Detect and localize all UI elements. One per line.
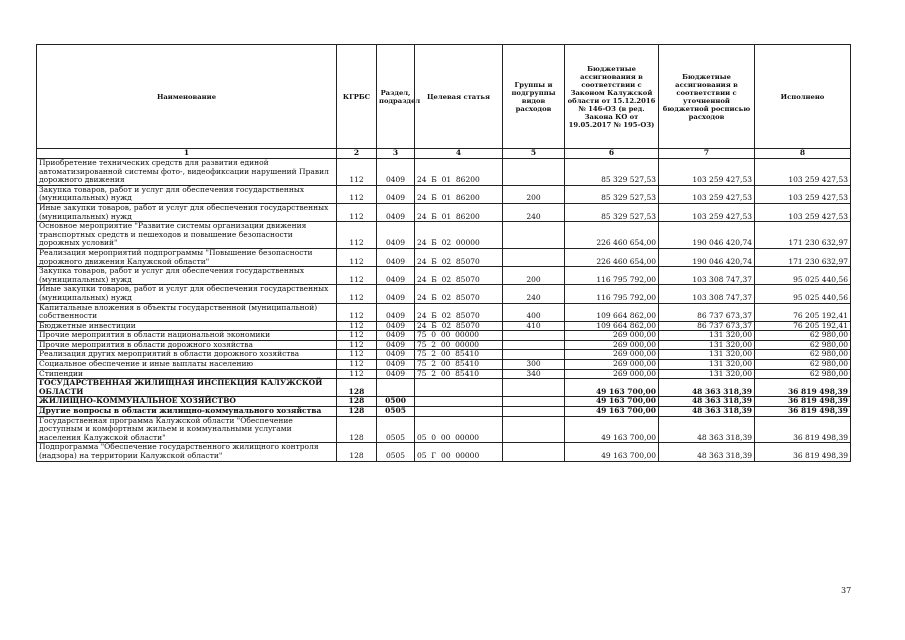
row-name: Реализация других мероприятий в области дорожного хозяйства	[37, 350, 337, 360]
row-name: Стипендии	[37, 369, 337, 379]
row-budget-refined: 131 320,00	[659, 360, 755, 370]
row-budget-refined: 131 320,00	[659, 369, 755, 379]
row-budget-law: 269 000,00	[565, 369, 659, 379]
row-executed: 103 259 427,53	[755, 159, 851, 186]
row-name: Бюджетные инвестиции	[37, 321, 337, 331]
table-row	[37, 285, 851, 303]
table-row	[37, 248, 851, 266]
row-executed: 36 819 498,39	[755, 397, 851, 407]
row-name: Иные закупки товаров, работ и услуг для обеспечения государственных (муниципальных) нужд	[37, 285, 337, 303]
row-name: Закупка товаров, работ и услуг для обеспечения государственных (муниципальных) нужд	[37, 267, 337, 285]
column-number: 1	[37, 149, 337, 159]
row-group: 240	[503, 203, 565, 221]
row-section: 0409	[377, 285, 415, 303]
row-target: 05 0 00 00000	[415, 416, 503, 443]
row-budget-law: 269 000,00	[565, 340, 659, 350]
row-budget-refined: 103 308 747,37	[659, 267, 755, 285]
table-row	[37, 185, 851, 203]
row-section: 0409	[377, 267, 415, 285]
row-group: 200	[503, 267, 565, 285]
row-kgrbs: 112	[337, 360, 377, 370]
row-kgrbs: 128	[337, 397, 377, 407]
row-group: 400	[503, 303, 565, 321]
row-executed: 95 025 440,56	[755, 285, 851, 303]
row-executed: 95 025 440,56	[755, 267, 851, 285]
row-group: 300	[503, 360, 565, 370]
row-budget-refined: 131 320,00	[659, 331, 755, 341]
row-group	[503, 248, 565, 266]
row-name: Прочие мероприятия в области национальной экономики	[37, 331, 337, 341]
row-group	[503, 407, 565, 417]
row-budget-refined: 48 363 318,39	[659, 379, 755, 397]
row-kgrbs: 112	[337, 159, 377, 186]
row-section: 0409	[377, 203, 415, 221]
table-row	[37, 443, 851, 461]
row-target: 75 2 00 85410	[415, 350, 503, 360]
row-name: Подпрограмма "Обеспечение государственного жилищного контроля (надзора) на территории Калужской области"	[37, 443, 337, 461]
table-row	[37, 222, 851, 249]
column-number: 5	[503, 149, 565, 159]
row-budget-law: 49 163 700,00	[565, 416, 659, 443]
row-target: 24 Б 02 85070	[415, 248, 503, 266]
row-group: 340	[503, 369, 565, 379]
column-number: 7	[659, 149, 755, 159]
table-body	[37, 159, 851, 462]
row-budget-law: 85 329 527,53	[565, 185, 659, 203]
row-target: 24 Б 02 00000	[415, 222, 503, 249]
row-name: Закупка товаров, работ и услуг для обеспечения государственных (муниципальных) нужд	[37, 185, 337, 203]
row-budget-refined: 103 259 427,53	[659, 185, 755, 203]
row-section: 0505	[377, 407, 415, 417]
row-kgrbs: 128	[337, 416, 377, 443]
row-group: 200	[503, 185, 565, 203]
row-budget-refined: 86 737 673,37	[659, 303, 755, 321]
row-section: 0409	[377, 159, 415, 186]
row-budget-refined: 131 320,00	[659, 350, 755, 360]
row-target: 05 Г 00 00000	[415, 443, 503, 461]
row-kgrbs: 128	[337, 443, 377, 461]
row-section: 0409	[377, 321, 415, 331]
header-row	[37, 45, 851, 149]
header-budget-law: Бюджетные ассигнования в соответствии с Законом Калужской области от 15.12.2016 № 146-ОЗ (в ред. Закона КО от 19.05.2017 № 195-ОЗ)	[565, 45, 659, 149]
row-section: 0505	[377, 443, 415, 461]
row-section: 0505	[377, 416, 415, 443]
row-kgrbs: 112	[337, 331, 377, 341]
column-number: 6	[565, 149, 659, 159]
row-kgrbs: 112	[337, 248, 377, 266]
column-number: 2	[337, 149, 377, 159]
row-section: 0409	[377, 185, 415, 203]
row-budget-refined: 131 320,00	[659, 340, 755, 350]
row-budget-law: 226 460 654,00	[565, 222, 659, 249]
row-target: 24 Б 02 85070	[415, 285, 503, 303]
row-group	[503, 443, 565, 461]
row-budget-refined: 48 363 318,39	[659, 416, 755, 443]
row-target: 24 Б 01 86200	[415, 185, 503, 203]
header-target: Целевая статья	[415, 45, 503, 149]
row-target	[415, 407, 503, 417]
row-target: 24 Б 02 85070	[415, 321, 503, 331]
page-number: 37	[841, 586, 852, 595]
row-group	[503, 331, 565, 341]
row-budget-law: 109 664 862,00	[565, 303, 659, 321]
column-number: 4	[415, 149, 503, 159]
row-name: Другие вопросы в области жилищно-коммунального хозяйства	[37, 407, 337, 417]
row-executed: 171 230 632,97	[755, 248, 851, 266]
row-executed: 62 980,00	[755, 350, 851, 360]
row-budget-refined: 103 259 427,53	[659, 203, 755, 221]
row-executed: 76 205 192,41	[755, 303, 851, 321]
row-name: Прочие мероприятия в области дорожного хозяйства	[37, 340, 337, 350]
row-budget-refined: 86 737 673,37	[659, 321, 755, 331]
row-kgrbs: 112	[337, 321, 377, 331]
header-name: Наименование	[37, 45, 337, 149]
row-executed: 36 819 498,39	[755, 443, 851, 461]
row-kgrbs: 112	[337, 267, 377, 285]
row-budget-law: 49 163 700,00	[565, 443, 659, 461]
row-kgrbs: 128	[337, 407, 377, 417]
row-kgrbs: 112	[337, 350, 377, 360]
row-executed: 36 819 498,39	[755, 379, 851, 397]
row-budget-refined: 48 363 318,39	[659, 407, 755, 417]
header-groups: Группы и подгруппы видов расходов	[503, 45, 565, 149]
row-target: 75 2 00 85410	[415, 369, 503, 379]
header-section: Раздел, подраздел	[377, 45, 415, 149]
row-group	[503, 222, 565, 249]
row-target: 24 Б 02 85070	[415, 267, 503, 285]
row-budget-law: 226 460 654,00	[565, 248, 659, 266]
row-executed: 171 230 632,97	[755, 222, 851, 249]
table-row	[37, 267, 851, 285]
row-target: 24 Б 02 85070	[415, 303, 503, 321]
row-group	[503, 379, 565, 397]
row-executed: 36 819 498,39	[755, 416, 851, 443]
row-target: 75 0 00 00000	[415, 331, 503, 341]
row-kgrbs: 112	[337, 222, 377, 249]
row-executed: 62 980,00	[755, 360, 851, 370]
row-budget-refined: 190 046 420,74	[659, 222, 755, 249]
column-number: 3	[377, 149, 415, 159]
table-row	[37, 203, 851, 221]
row-kgrbs: 112	[337, 285, 377, 303]
row-section: 0409	[377, 350, 415, 360]
row-executed: 62 980,00	[755, 340, 851, 350]
row-budget-law: 269 000,00	[565, 360, 659, 370]
row-kgrbs: 112	[337, 203, 377, 221]
header-executed: Исполнено	[755, 45, 851, 149]
row-kgrbs: 112	[337, 185, 377, 203]
row-section: 0409	[377, 369, 415, 379]
row-name: ГОСУДАРСТВЕННАЯ ЖИЛИЩНАЯ ИНСПЕКЦИЯ КАЛУЖСКОЙ ОБЛАСТИ	[37, 379, 337, 397]
table-row	[37, 379, 851, 397]
row-budget-law: 85 329 527,53	[565, 159, 659, 186]
row-executed: 103 259 427,53	[755, 185, 851, 203]
row-name: Реализация мероприятий подпрограммы "Повышение безопасности дорожного движения Калужской области"	[37, 248, 337, 266]
row-name: Иные закупки товаров, работ и услуг для обеспечения государственных (муниципальных) нужд	[37, 203, 337, 221]
row-budget-refined: 48 363 318,39	[659, 397, 755, 407]
row-name: Капитальные вложения в объекты государственной (муниципальной) собственности	[37, 303, 337, 321]
row-group	[503, 397, 565, 407]
row-section: 0409	[377, 248, 415, 266]
row-target: 75 2 00 00000	[415, 340, 503, 350]
table-row	[37, 159, 851, 186]
row-name: Основное мероприятие "Развитие системы организации движения транспортных средств и пешеходов и повышение безопасности дорожных условий"	[37, 222, 337, 249]
row-group: 410	[503, 321, 565, 331]
row-kgrbs: 128	[337, 379, 377, 397]
row-budget-refined: 48 363 318,39	[659, 443, 755, 461]
row-group: 240	[503, 285, 565, 303]
table-row	[37, 407, 851, 417]
row-name: Государственная программа Калужской области "Обеспечение доступным и комфортным жильем и коммунальными услугами населения Калужской области"	[37, 416, 337, 443]
table-row	[37, 360, 851, 370]
row-executed: 62 980,00	[755, 331, 851, 341]
row-section: 0500	[377, 397, 415, 407]
row-target: 24 Б 01 86200	[415, 159, 503, 186]
row-executed: 62 980,00	[755, 369, 851, 379]
column-number-row	[37, 149, 851, 159]
row-target: 24 Б 01 86200	[415, 203, 503, 221]
row-section: 0409	[377, 222, 415, 249]
row-budget-law: 116 795 792,00	[565, 267, 659, 285]
row-section: 0409	[377, 340, 415, 350]
row-kgrbs: 112	[337, 340, 377, 350]
row-budget-law: 269 000,00	[565, 350, 659, 360]
row-budget-law: 109 664 862,00	[565, 321, 659, 331]
row-budget-refined: 190 046 420,74	[659, 248, 755, 266]
table-row	[37, 303, 851, 321]
row-kgrbs: 112	[337, 369, 377, 379]
row-executed: 103 259 427,53	[755, 203, 851, 221]
row-budget-law: 269 000,00	[565, 331, 659, 341]
budget-table	[36, 44, 851, 462]
row-name: Приобретение технических средств для развития единой автоматизированной системы фото-, видеофиксации нарушений Правил дорожного движения	[37, 159, 337, 186]
row-kgrbs: 112	[337, 303, 377, 321]
header-kgrbs: КГРБС	[337, 45, 377, 149]
header-budget-refined: Бюджетные ассигнования в соответствии с уточненной бюджетной росписью расходов	[659, 45, 755, 149]
table-row	[37, 416, 851, 443]
row-group	[503, 340, 565, 350]
row-name: Социальное обеспечение и иные выплаты населению	[37, 360, 337, 370]
row-budget-refined: 103 259 427,53	[659, 159, 755, 186]
row-group	[503, 416, 565, 443]
row-target: 75 2 00 85410	[415, 360, 503, 370]
row-target	[415, 379, 503, 397]
row-budget-refined: 103 308 747,37	[659, 285, 755, 303]
row-name: ЖИЛИЩНО-КОММУНАЛЬНОЕ ХОЗЯЙСТВО	[37, 397, 337, 407]
row-budget-law: 85 329 527,53	[565, 203, 659, 221]
row-group	[503, 159, 565, 186]
row-budget-law: 49 163 700,00	[565, 397, 659, 407]
row-section: 0409	[377, 360, 415, 370]
row-section: 0409	[377, 303, 415, 321]
row-budget-law: 49 163 700,00	[565, 407, 659, 417]
column-number: 8	[755, 149, 851, 159]
row-target	[415, 397, 503, 407]
row-section: 0409	[377, 331, 415, 341]
row-executed: 36 819 498,39	[755, 407, 851, 417]
row-budget-law: 49 163 700,00	[565, 379, 659, 397]
table-row	[37, 331, 851, 341]
row-executed: 76 205 192,41	[755, 321, 851, 331]
row-budget-law: 116 795 792,00	[565, 285, 659, 303]
row-section	[377, 379, 415, 397]
